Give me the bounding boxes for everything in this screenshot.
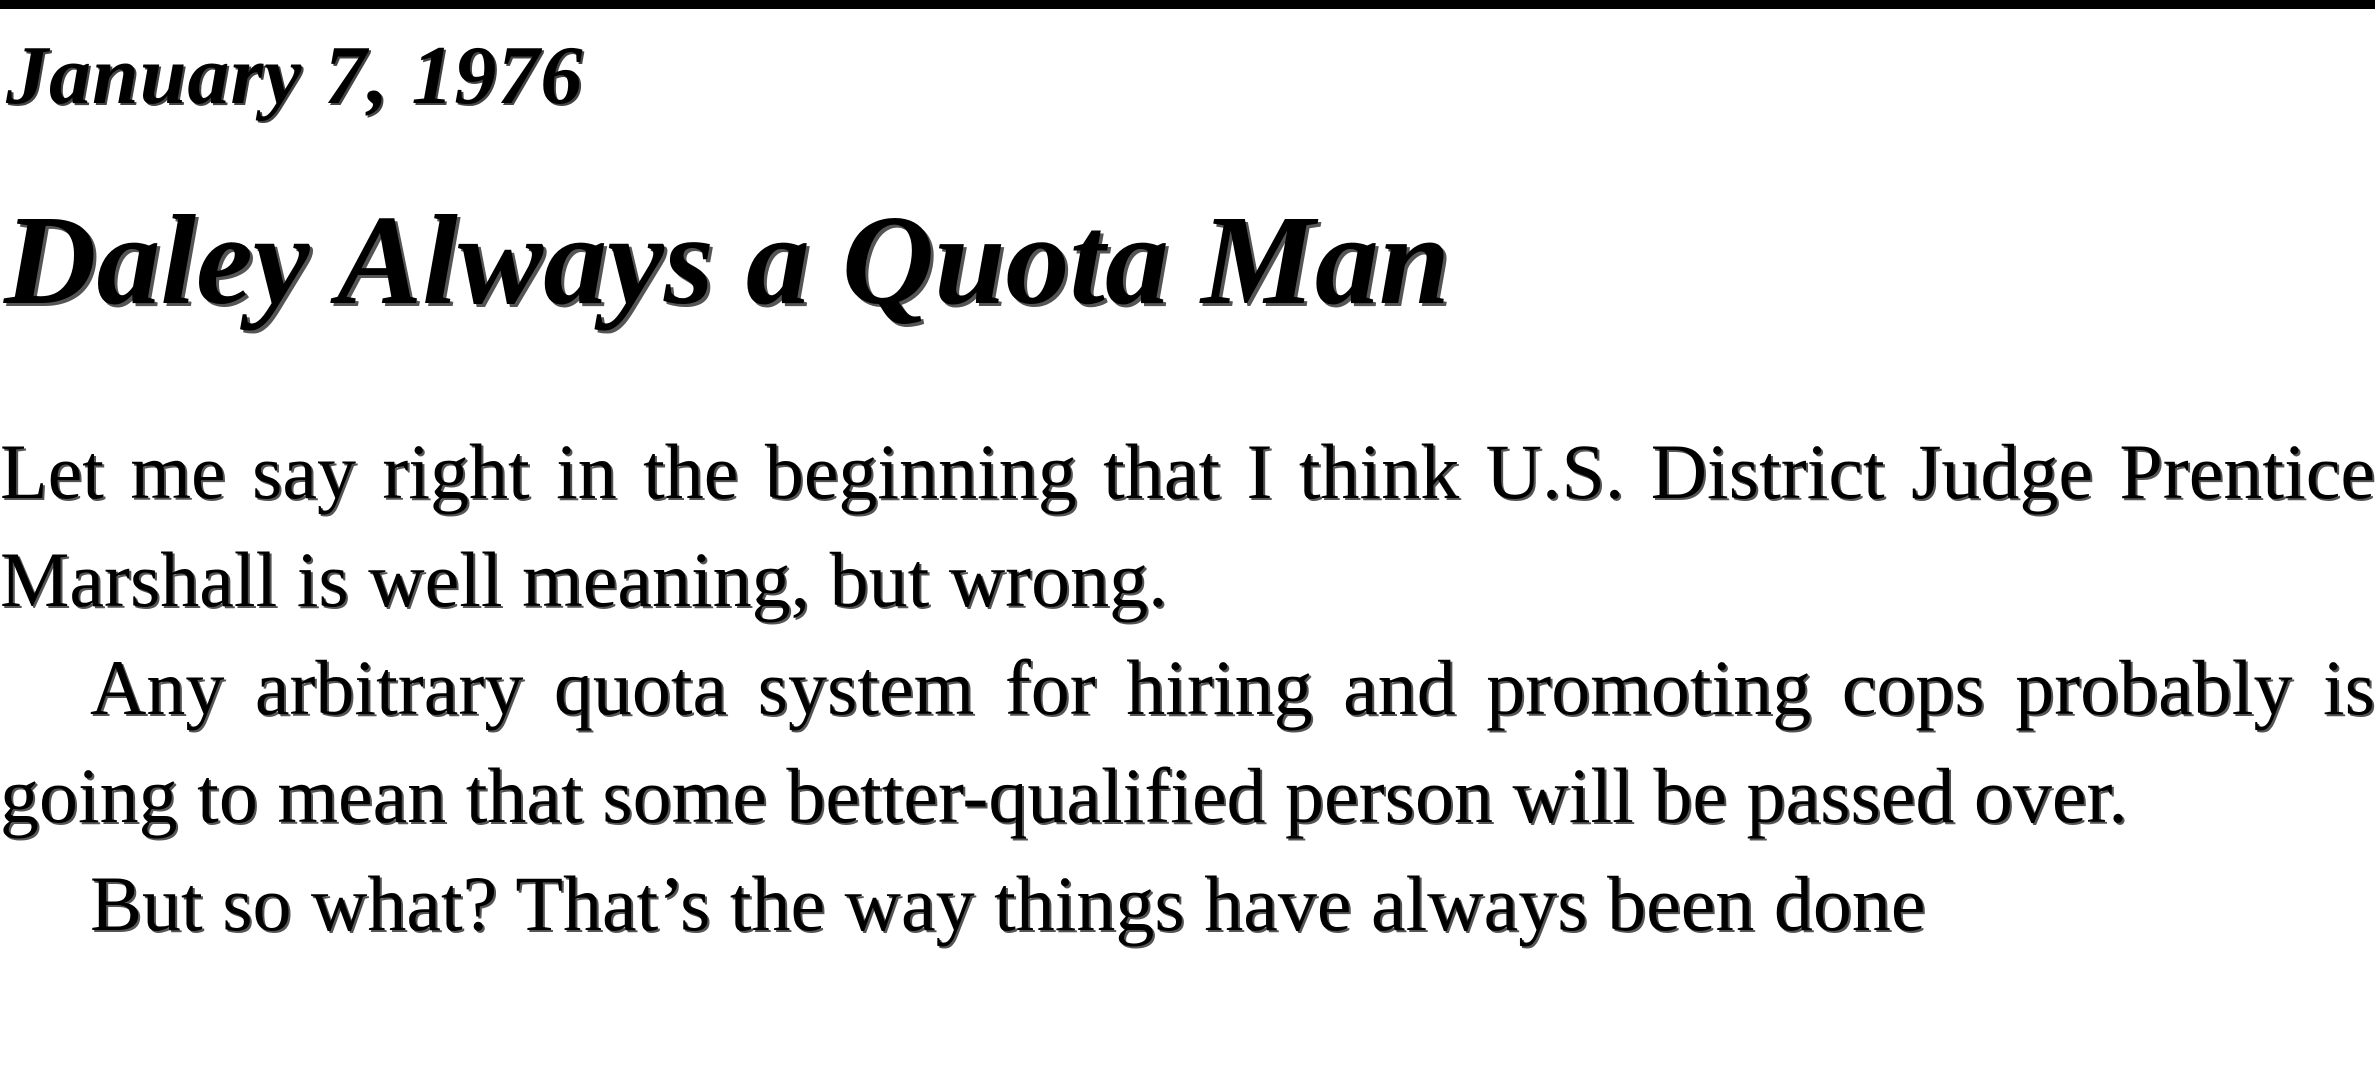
paragraph-3: But so what? That’s the way things have always been done xyxy=(90,860,1926,947)
paragraph-1: Let me say right in the beginning that I think U.S. District Judge Prentice Marshall is well meaning, but wrong. xyxy=(0,428,2375,623)
top-rule xyxy=(0,0,2375,9)
paragraph-2: Any arbitrary quota system for hiring and promoting cops probably is going to mean that some better-qualified person will be passed over. xyxy=(0,644,2375,839)
article-headline: Daley Always a Quota Man xyxy=(4,189,1450,331)
article-date: January 7, 1976 xyxy=(6,29,584,122)
article-body xyxy=(0,418,2375,958)
